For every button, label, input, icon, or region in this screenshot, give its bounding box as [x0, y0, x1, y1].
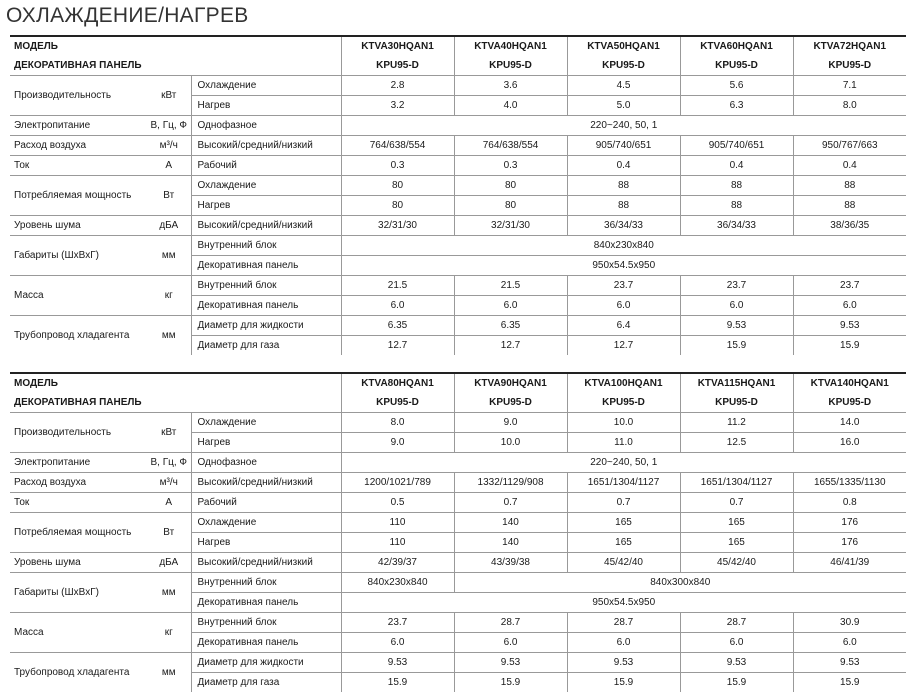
value-cell: 9.0 — [454, 413, 567, 433]
sub-label: Нагрев — [191, 433, 341, 453]
row-airflow — [10, 473, 906, 493]
value-cell: 0.4 — [680, 156, 793, 176]
unit-label: кВт — [147, 413, 191, 453]
value-cell: 46/41/39 — [793, 553, 906, 573]
value-cell: 88 — [567, 196, 680, 216]
unit-label: м³/ч — [147, 136, 191, 156]
value-cell: 23.7 — [341, 613, 454, 633]
model-name: KTVA50HQAN1 — [567, 36, 680, 56]
param-label: Потребляемая мощность — [10, 513, 147, 553]
value-cell: 36/34/33 — [680, 216, 793, 236]
param-label: Уровень шума — [10, 216, 147, 236]
value-cell: 12.7 — [567, 336, 680, 356]
value-cell: 15.9 — [567, 673, 680, 692]
sub-label: Диаметр для газа — [191, 336, 341, 356]
model-name: KTVA115HQAN1 — [680, 373, 793, 393]
row-weight-indoor — [10, 613, 906, 633]
spec-table-1 — [10, 35, 906, 355]
model-name: KTVA60HQAN1 — [680, 36, 793, 56]
value-cell: 1651/1304/1127 — [680, 473, 793, 493]
unit-label: Вт — [147, 513, 191, 553]
value-cell: 4.0 — [454, 96, 567, 116]
value-cell: 0.4 — [793, 156, 906, 176]
panel-name: KPU95-D — [680, 393, 793, 413]
row-weight-indoor — [10, 276, 906, 296]
model-label: МОДЕЛЬ — [10, 373, 341, 393]
row-airflow — [10, 136, 906, 156]
unit-label: м³/ч — [147, 473, 191, 493]
model-name: KTVA72HQAN1 — [793, 36, 906, 56]
value-cell: 176 — [793, 513, 906, 533]
sub-label: Нагрев — [191, 533, 341, 553]
value-cell: 165 — [567, 533, 680, 553]
value-cell: 0.7 — [680, 493, 793, 513]
sub-label: Нагрев — [191, 96, 341, 116]
value-cell: 88 — [680, 176, 793, 196]
value-cell: 1332/1129/908 — [454, 473, 567, 493]
value-cell: 905/740/651 — [567, 136, 680, 156]
row-capacity-cooling — [10, 76, 906, 96]
row-power-input-cooling — [10, 513, 906, 533]
value-cell: 0.7 — [567, 493, 680, 513]
value-cell: 32/31/30 — [454, 216, 567, 236]
value-cell: 6.35 — [341, 316, 454, 336]
sub-label: Внутренний блок — [191, 276, 341, 296]
header-row-panel — [10, 393, 906, 413]
value-cell: 0.3 — [454, 156, 567, 176]
value-cell: 764/638/554 — [454, 136, 567, 156]
value-cell: 6.0 — [793, 633, 906, 653]
row-dimensions-indoor — [10, 236, 906, 256]
value-cell: 0.4 — [567, 156, 680, 176]
row-piping-liquid — [10, 653, 906, 673]
unit-label: кг — [147, 276, 191, 316]
value-cell: 950x54.5x950 — [341, 593, 906, 613]
sub-label: Декоративная панель — [191, 593, 341, 613]
param-label: Электропитание — [10, 116, 147, 136]
value-cell: 21.5 — [454, 276, 567, 296]
panel-name: KPU95-D — [454, 393, 567, 413]
header-row-panel — [10, 56, 906, 76]
value-cell: 840x230x840 — [341, 573, 454, 593]
panel-name: KPU95-D — [793, 56, 906, 76]
value-cell: 7.1 — [793, 76, 906, 96]
row-noise — [10, 553, 906, 573]
sub-label: Диаметр для жидкости — [191, 316, 341, 336]
value-cell: 32/31/30 — [341, 216, 454, 236]
value-cell: 23.7 — [567, 276, 680, 296]
value-cell: 80 — [341, 196, 454, 216]
unit-label: мм — [147, 236, 191, 276]
unit-label: А — [147, 493, 191, 513]
sub-label: Охлаждение — [191, 513, 341, 533]
panel-name: KPU95-D — [567, 393, 680, 413]
value-cell: 6.0 — [454, 296, 567, 316]
value-cell: 10.0 — [454, 433, 567, 453]
value-cell: 9.53 — [793, 316, 906, 336]
param-label: Производительность — [10, 413, 147, 453]
param-label: Расход воздуха — [10, 473, 147, 493]
value-cell: 88 — [793, 196, 906, 216]
row-capacity-cooling — [10, 413, 906, 433]
value-cell: 6.4 — [567, 316, 680, 336]
param-label: Габариты (ШхВхГ) — [10, 236, 147, 276]
row-power-input-cooling — [10, 176, 906, 196]
sub-label: Высокий/средний/низкий — [191, 136, 341, 156]
value-cell: 88 — [793, 176, 906, 196]
sub-label: Диаметр для жидкости — [191, 653, 341, 673]
param-label: Уровень шума — [10, 553, 147, 573]
value-cell: 23.7 — [680, 276, 793, 296]
value-cell: 9.53 — [341, 653, 454, 673]
value-cell: 16.0 — [793, 433, 906, 453]
model-name: KTVA30HQAN1 — [341, 36, 454, 56]
row-power-supply — [10, 116, 906, 136]
value-cell: 9.53 — [454, 653, 567, 673]
value-cell: 15.9 — [454, 673, 567, 692]
value-cell: 28.7 — [454, 613, 567, 633]
value-cell: 110 — [341, 533, 454, 553]
value-cell: 220~240, 50, 1 — [341, 453, 906, 473]
value-cell: 6.0 — [793, 296, 906, 316]
value-cell: 176 — [793, 533, 906, 553]
value-cell: 23.7 — [793, 276, 906, 296]
value-cell: 28.7 — [680, 613, 793, 633]
value-cell: 45/42/40 — [680, 553, 793, 573]
value-cell: 6.0 — [341, 633, 454, 653]
sub-label: Декоративная панель — [191, 633, 341, 653]
model-name: KTVA40HQAN1 — [454, 36, 567, 56]
value-cell: 10.0 — [567, 413, 680, 433]
value-cell: 4.5 — [567, 76, 680, 96]
value-cell: 2.8 — [341, 76, 454, 96]
value-cell: 36/34/33 — [567, 216, 680, 236]
value-cell: 6.0 — [567, 633, 680, 653]
value-cell: 6.35 — [454, 316, 567, 336]
header-row-model — [10, 36, 906, 56]
param-label: Трубопровод хладагента — [14, 330, 130, 341]
sub-label: Охлаждение — [191, 76, 341, 96]
unit-label: кг — [147, 613, 191, 653]
value-cell: 3.6 — [454, 76, 567, 96]
param-label: Габариты (ШхВхГ) — [10, 573, 147, 613]
value-cell: 140 — [454, 513, 567, 533]
model-name: KTVA140HQAN1 — [793, 373, 906, 393]
panel-name: KPU95-D — [341, 393, 454, 413]
sub-label: Высокий/средний/низкий — [191, 473, 341, 493]
unit-label: А — [147, 156, 191, 176]
value-cell: 12.7 — [341, 336, 454, 356]
value-cell: 165 — [567, 513, 680, 533]
value-cell: 8.0 — [341, 413, 454, 433]
spec-table-2 — [10, 372, 906, 692]
value-cell: 0.3 — [341, 156, 454, 176]
sub-label: Нагрев — [191, 196, 341, 216]
value-cell: 12.5 — [680, 433, 793, 453]
panel-name: KPU95-D — [454, 56, 567, 76]
value-cell: 950/767/663 — [793, 136, 906, 156]
value-cell: 9.53 — [793, 653, 906, 673]
value-cell: 21.5 — [341, 276, 454, 296]
sub-label: Диаметр для газа — [191, 673, 341, 692]
value-cell: 140 — [454, 533, 567, 553]
model-name: KTVA90HQAN1 — [454, 373, 567, 393]
unit-label: мм — [147, 573, 191, 613]
value-cell: 43/39/38 — [454, 553, 567, 573]
value-cell: 45/42/40 — [567, 553, 680, 573]
value-cell: 9.53 — [680, 316, 793, 336]
param-label: Трубопровод хладагента — [14, 667, 130, 678]
value-cell: 15.9 — [680, 673, 793, 692]
value-cell: 42/39/37 — [341, 553, 454, 573]
panel-label: ДЕКОРАТИВНАЯ ПАНЕЛЬ — [10, 56, 341, 76]
unit-label: Вт — [147, 176, 191, 216]
unit-label: В, Гц, Ф — [147, 453, 191, 473]
value-cell: 1651/1304/1127 — [567, 473, 680, 493]
sub-label: Высокий/средний/низкий — [191, 216, 341, 236]
page-title: ОХЛАЖДЕНИЕ/НАГРЕВ — [6, 4, 249, 27]
value-cell: 5.6 — [680, 76, 793, 96]
sub-label: Внутренний блок — [191, 573, 341, 593]
value-cell: 6.0 — [680, 633, 793, 653]
row-piping-liquid — [10, 316, 906, 336]
row-current — [10, 156, 906, 176]
model-name: KTVA100HQAN1 — [567, 373, 680, 393]
value-cell: 15.9 — [680, 336, 793, 356]
sub-label: Высокий/средний/низкий — [191, 553, 341, 573]
value-cell: 905/740/651 — [680, 136, 793, 156]
sub-label: Декоративная панель — [191, 296, 341, 316]
value-cell: 15.9 — [341, 673, 454, 692]
value-cell: 6.0 — [341, 296, 454, 316]
row-current — [10, 493, 906, 513]
panel-name: KPU95-D — [680, 56, 793, 76]
sub-label: Рабочий — [191, 493, 341, 513]
param-label: Ток — [10, 156, 147, 176]
value-cell: 1200/1021/789 — [341, 473, 454, 493]
value-cell: 165 — [680, 513, 793, 533]
sub-label: Однофазное — [191, 453, 341, 473]
unit-label: дБА — [147, 553, 191, 573]
unit-label: В, Гц, Ф — [147, 116, 191, 136]
value-cell: 0.7 — [454, 493, 567, 513]
param-label: Масса — [10, 276, 147, 316]
param-label: Расход воздуха — [10, 136, 147, 156]
value-cell: 165 — [680, 533, 793, 553]
row-noise — [10, 216, 906, 236]
value-cell: 88 — [567, 176, 680, 196]
value-cell: 110 — [341, 513, 454, 533]
value-cell: 12.7 — [454, 336, 567, 356]
row-dimensions-indoor — [10, 573, 906, 593]
value-cell: 15.9 — [793, 673, 906, 692]
param-label: Электропитание — [10, 453, 147, 473]
value-cell: 28.7 — [567, 613, 680, 633]
value-cell: 88 — [680, 196, 793, 216]
model-name: KTVA80HQAN1 — [341, 373, 454, 393]
sub-label: Рабочий — [191, 156, 341, 176]
value-cell: 840x300x840 — [454, 573, 906, 593]
value-cell: 6.0 — [567, 296, 680, 316]
value-cell: 950x54.5x950 — [341, 256, 906, 276]
value-cell: 9.53 — [680, 653, 793, 673]
value-cell: 15.9 — [793, 336, 906, 356]
unit-label: мм — [161, 667, 176, 678]
unit-label: мм — [161, 330, 176, 341]
sub-label: Охлаждение — [191, 413, 341, 433]
sub-label: Декоративная панель — [191, 256, 341, 276]
value-cell: 6.0 — [680, 296, 793, 316]
unit-label: дБА — [147, 216, 191, 236]
sub-label: Охлаждение — [191, 176, 341, 196]
model-label: МОДЕЛЬ — [10, 36, 341, 56]
value-cell: 764/638/554 — [341, 136, 454, 156]
panel-name: KPU95-D — [567, 56, 680, 76]
value-cell: 6.3 — [680, 96, 793, 116]
sub-label: Внутренний блок — [191, 236, 341, 256]
value-cell: 38/36/35 — [793, 216, 906, 236]
sub-label: Внутренний блок — [191, 613, 341, 633]
value-cell: 3.2 — [341, 96, 454, 116]
value-cell: 220~240, 50, 1 — [341, 116, 906, 136]
value-cell: 80 — [454, 196, 567, 216]
header-row-model — [10, 373, 906, 393]
value-cell: 11.0 — [567, 433, 680, 453]
value-cell: 14.0 — [793, 413, 906, 433]
param-label: Потребляемая мощность — [10, 176, 147, 216]
param-label: Производительность — [10, 76, 147, 116]
value-cell: 5.0 — [567, 96, 680, 116]
unit-label: кВт — [147, 76, 191, 116]
value-cell: 6.0 — [454, 633, 567, 653]
param-label: Ток — [10, 493, 147, 513]
value-cell: 80 — [341, 176, 454, 196]
param-label: Масса — [10, 613, 147, 653]
value-cell: 30.9 — [793, 613, 906, 633]
value-cell: 0.5 — [341, 493, 454, 513]
sub-label: Однофазное — [191, 116, 341, 136]
row-power-supply — [10, 453, 906, 473]
value-cell: 11.2 — [680, 413, 793, 433]
value-cell: 0.8 — [793, 493, 906, 513]
value-cell: 840x230x840 — [341, 236, 906, 256]
value-cell: 8.0 — [793, 96, 906, 116]
value-cell: 1655/1335/1130 — [793, 473, 906, 493]
panel-name: KPU95-D — [341, 56, 454, 76]
value-cell: 80 — [454, 176, 567, 196]
panel-name: KPU95-D — [793, 393, 906, 413]
value-cell: 9.53 — [567, 653, 680, 673]
value-cell: 9.0 — [341, 433, 454, 453]
panel-label: ДЕКОРАТИВНАЯ ПАНЕЛЬ — [10, 393, 341, 413]
